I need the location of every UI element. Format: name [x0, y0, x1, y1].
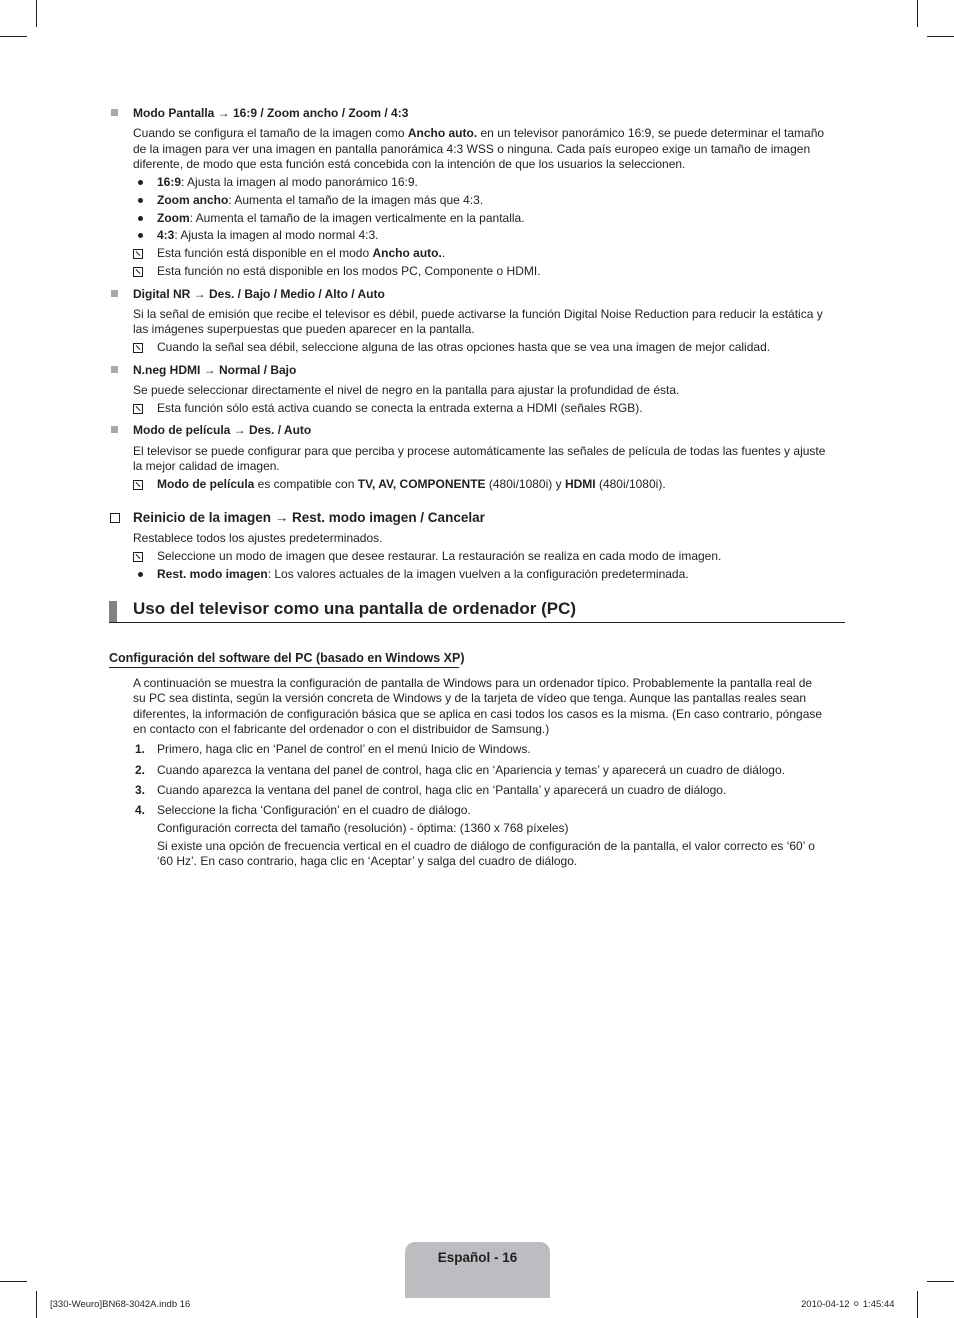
crop-mark [917, 0, 918, 27]
item-heading: Reinicio de la imagen → Rest. modo imagen / Cancelar [133, 510, 485, 525]
dot-bullet-icon [138, 198, 143, 203]
note-text: Esta función sólo está activa cuando se conecta la entrada externa a HDMI (señales RGB). [157, 401, 643, 415]
item-desc-line: las imágenes superpuestas que pueden aparecer en la pantalla. [133, 322, 475, 336]
item-heading: N.neg HDMI → Normal / Bajo [133, 363, 297, 377]
crop-mark [0, 1281, 27, 1282]
page-number-label: Español - 16 [437, 1250, 518, 1265]
square-bullet-icon [111, 290, 118, 297]
note-icon [133, 249, 143, 259]
intro-line: diferentes, la información de configuración básica que se aplica en casi todos los casos es la misma. (En caso contrario, póngase [133, 707, 823, 721]
item-desc-line: Se puede seleccionar directamente el nivel de negro en la pantalla para ajustar la profundidad de ésta. [133, 383, 680, 397]
checkbox-bullet-icon [110, 513, 120, 523]
subsection-underline [109, 667, 459, 668]
crop-mark [927, 36, 954, 37]
crop-mark [36, 0, 37, 27]
item-heading: Modo de película → Des. / Auto [133, 423, 312, 437]
step-text: Cuando aparezca la ventana del panel de control, haga clic en ‘Apariencia y temas’ y aparecerá un cuadro de diálogo. [157, 763, 785, 777]
item-desc-line: El televisor se puede configurar para que perciba y procese automáticamente las señales de película de todas las fuentes y ajuste [133, 444, 826, 458]
step-text: Seleccione la ficha ‘Configuración’ en el cuadro de diálogo. [157, 803, 471, 817]
dot-bullet-icon [138, 572, 143, 577]
note-text: Cuando la señal sea débil, seleccione alguna de las otras opciones hasta que se vea una imagen de mejor calidad. [157, 340, 771, 354]
section-title: Uso del televisor como una pantalla de ordenador (PC) [133, 599, 577, 618]
note-icon [133, 552, 143, 562]
list-item: Zoom: Aumenta el tamaño de la imagen verticalmente en la pantalla. [157, 211, 525, 225]
crop-mark [927, 1281, 954, 1282]
item-desc-line: Restablece todos los ajustes predeterminados. [133, 531, 383, 545]
note-text: Seleccione un modo de imagen que desee restaurar. La restauración se realiza en cada modo de imagen. [157, 549, 722, 563]
item-desc-line: diferente, de modo que esta función está concebida con la intención de que los usuarios la seleccionen. [133, 157, 686, 171]
list-item: Rest. modo imagen: Los valores actuales de la imagen vuelven a la configuración predeterminada. [157, 567, 689, 581]
section-divider [109, 622, 845, 623]
item-heading: Modo Pantalla → 16:9 / Zoom ancho / Zoom / 4:3 [133, 106, 409, 120]
item-desc-line: de la imagen para ver una imagen en pantalla panorámica 4:3 WSS o ninguna. Cada país europeo exige un tamaño de imagen [133, 142, 811, 156]
step-text: Primero, haga clic en ‘Panel de control’ en el menú Inicio de Windows. [157, 742, 531, 756]
step-detail: Si existe una opción de frecuencia vertical en el cuadro de diálogo de configuración de la pantalla, el valor correcto es ‘60’ o [157, 839, 815, 853]
print-slug-date: 2010-04-12 ⚪ 1:45:44 [801, 1299, 895, 1310]
subsection-title: Configuración del software del PC (basado en Windows XP) [109, 651, 465, 665]
print-slug-file: [330-Weuro]BN68-3042A.indb 16 [50, 1299, 191, 1310]
list-item: Zoom ancho: Aumenta el tamaño de la imagen más que 4:3. [157, 193, 484, 207]
step-number: 1. [135, 742, 146, 756]
note-icon [133, 343, 143, 353]
step-detail: Configuración correcta del tamaño (resolución) - óptima: (1360 x 768 píxeles) [157, 821, 569, 835]
note-text: Modo de película es compatible con TV, AV, COMPONENTE (480i/1080i) y HDMI (480i/1080i). [157, 477, 666, 491]
dot-bullet-icon [138, 233, 143, 238]
step-number: 4. [135, 803, 146, 817]
list-item: 16:9: Ajusta la imagen al modo panorámico 16:9. [157, 175, 418, 189]
step-text: Cuando aparezca la ventana del panel de control, haga clic en ‘Pantalla’ y aparecerá un cuadro de diálogo. [157, 783, 727, 797]
square-bullet-icon [111, 366, 118, 373]
section-marker [109, 601, 117, 622]
step-number: 3. [135, 783, 146, 797]
list-item: 4:3: Ajusta la imagen al modo normal 4:3. [157, 228, 379, 242]
intro-line: A continuación se muestra la configuración de pantalla de Windows para un ordenador típico. Probablemente la pantalla real de [133, 676, 813, 690]
note-icon [133, 404, 143, 414]
note-text: Esta función no está disponible en los modos PC, Componente o HDMI. [157, 264, 541, 278]
item-heading: Digital NR → Des. / Bajo / Medio / Alto / Auto [133, 287, 385, 301]
square-bullet-icon [111, 109, 118, 116]
dot-bullet-icon [138, 180, 143, 185]
intro-line: su PC sea distinta, según la versión concreta de Windows y de la tarjeta de vídeo que tenga. Aunque las pantallas reales sean [133, 691, 807, 705]
step-detail: ‘60 Hz’. En caso contrario, haga clic en ‘Aceptar’ y salga del cuadro de diálogo. [157, 854, 578, 868]
crop-mark [36, 1291, 37, 1318]
dot-bullet-icon [138, 216, 143, 221]
note-text: Esta función está disponible en el modo Ancho auto.. [157, 246, 446, 260]
crop-mark [917, 1291, 918, 1318]
note-icon [133, 267, 143, 277]
item-desc-line: Cuando se configura el tamaño de la imagen como Ancho auto. en un televisor panorámico 16:9, se puede determinar el tamaño [133, 126, 825, 140]
intro-line: en contacto con el fabricante del ordenador o con el distribuidor de Samsung.) [133, 722, 550, 736]
step-number: 2. [135, 763, 146, 777]
note-icon [133, 480, 143, 490]
item-desc-line: Si la señal de emisión que recibe el televisor es débil, puede activarse la función Digital Noise Reduction para reducir la estática y [133, 307, 823, 321]
crop-mark [0, 36, 27, 37]
square-bullet-icon [111, 426, 118, 433]
item-desc-line: la mejor calidad de imagen. [133, 459, 280, 473]
